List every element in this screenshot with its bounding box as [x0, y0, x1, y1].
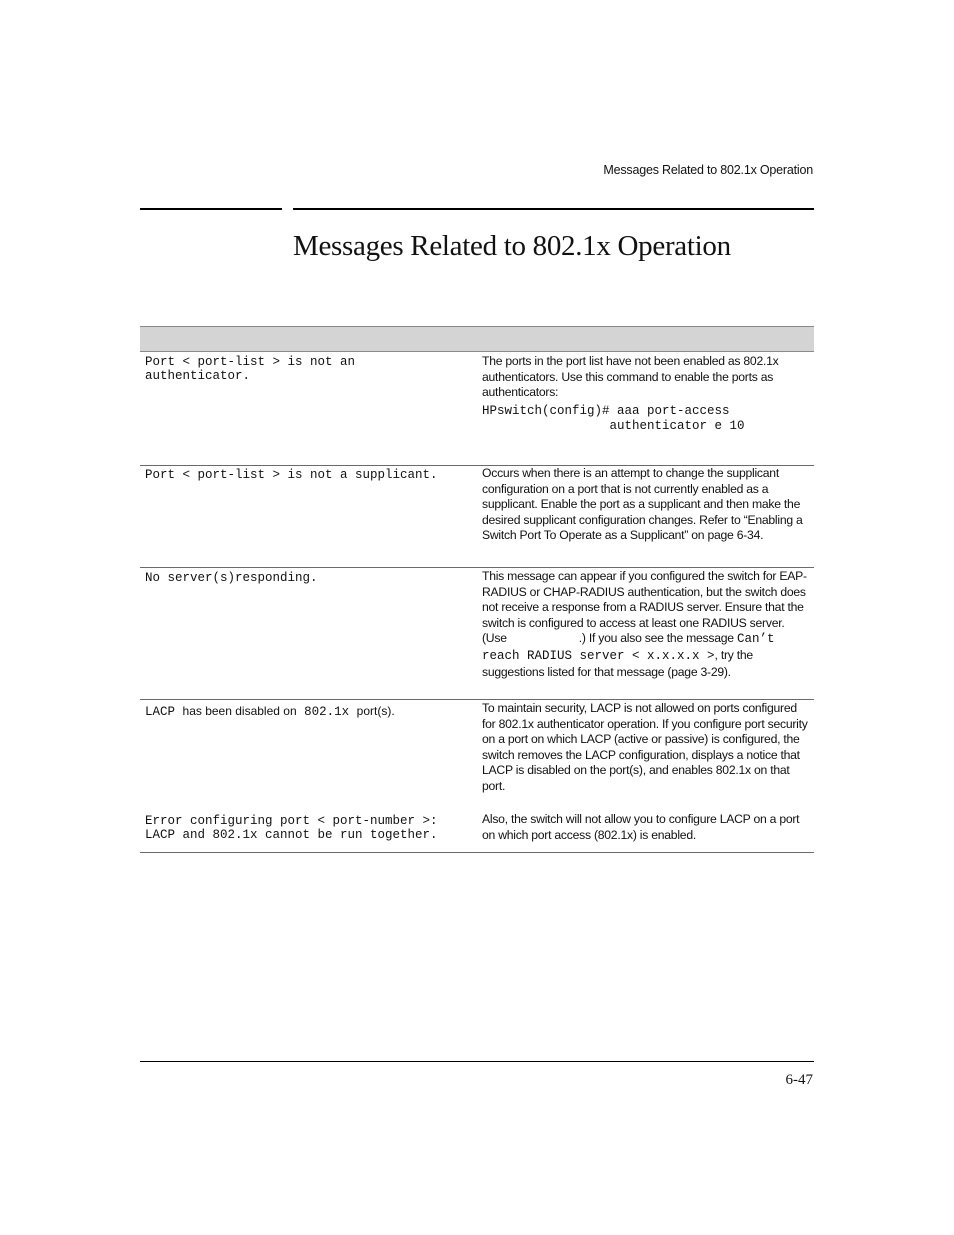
table-header: [140, 326, 814, 352]
description-text: .) If you also see the message: [578, 631, 734, 646]
inline-code: Can’t reach RADIUS server < x.x.x.x >: [482, 632, 775, 663]
message-description: Also, the switch will not allow you to configure LACP on a port on which port access (802.1x) is enabled.: [482, 812, 800, 842]
header-rule-short: [140, 208, 282, 210]
table-row: [140, 700, 814, 812]
page-title: Messages Related to 802.1x Operation: [293, 230, 731, 262]
page-number: 6-47: [785, 1072, 813, 1088]
description-text: This message can appear if you configured the switch for EAP-RADIUS or CHAP-RADIUS authentication, but the switch does not receive a response from a RADIUS server. Ensure that the switch is configured to access at least one RADIUS server. (Use: [482, 569, 807, 646]
table-row: [140, 568, 814, 700]
message-text: [140, 700, 477, 812]
message-text-part: LACP: [145, 705, 176, 719]
message-description: To maintain security, LACP is not allowed on ports configured for 802.1x authenticator operation. If you configure port security on a port on which LACP (active or passive) is configured, the switch removes the LACP configuration, displays a notice that LACP is disabled on the port(s), and enables 802.1x on that port.: [482, 701, 808, 793]
table-row: [140, 812, 814, 853]
running-head: Messages Related to 802.1x Operation: [603, 163, 813, 177]
footer-rule: [140, 1061, 814, 1062]
header-rule-long: [293, 208, 814, 210]
message-text-part: has been disabled on: [182, 704, 297, 718]
table-row: [140, 466, 814, 568]
messages-table: [140, 326, 814, 853]
message-text: Error configuring port < port-number >: LACP and 802.1x cannot be run together.: [145, 814, 438, 842]
table-row: [140, 352, 814, 466]
command-example: HPswitch(config)# aaa port-access authenticator e 10: [482, 403, 745, 434]
message-text: Port < port-list > is not an authenticator.: [145, 355, 356, 383]
message-text: Port < port-list > is not a supplicant.: [145, 468, 438, 482]
message-text-part: port(s).: [356, 704, 395, 718]
message-description: Occurs when there is an attempt to change the supplicant configuration on a port that is not currently enabled as a supplicant. Enable the port as a supplicant and then make the desired supplicant configuration changes. Refer to “Enabling a Switch Port To Operate as a Supplicant” on page 6-34.: [482, 466, 803, 543]
message-text: No server(s)responding.: [145, 571, 318, 585]
message-description: [477, 568, 814, 699]
description-text: The ports in the port list have not been enabled as 802.1x authenticators. Use this command to enable the ports as authenticators:: [482, 354, 779, 400]
description-text: , try the suggestions listed for that message (page 3-29).: [482, 647, 753, 679]
message-text-part: 802.1x: [304, 705, 350, 719]
message-description: [477, 352, 814, 465]
